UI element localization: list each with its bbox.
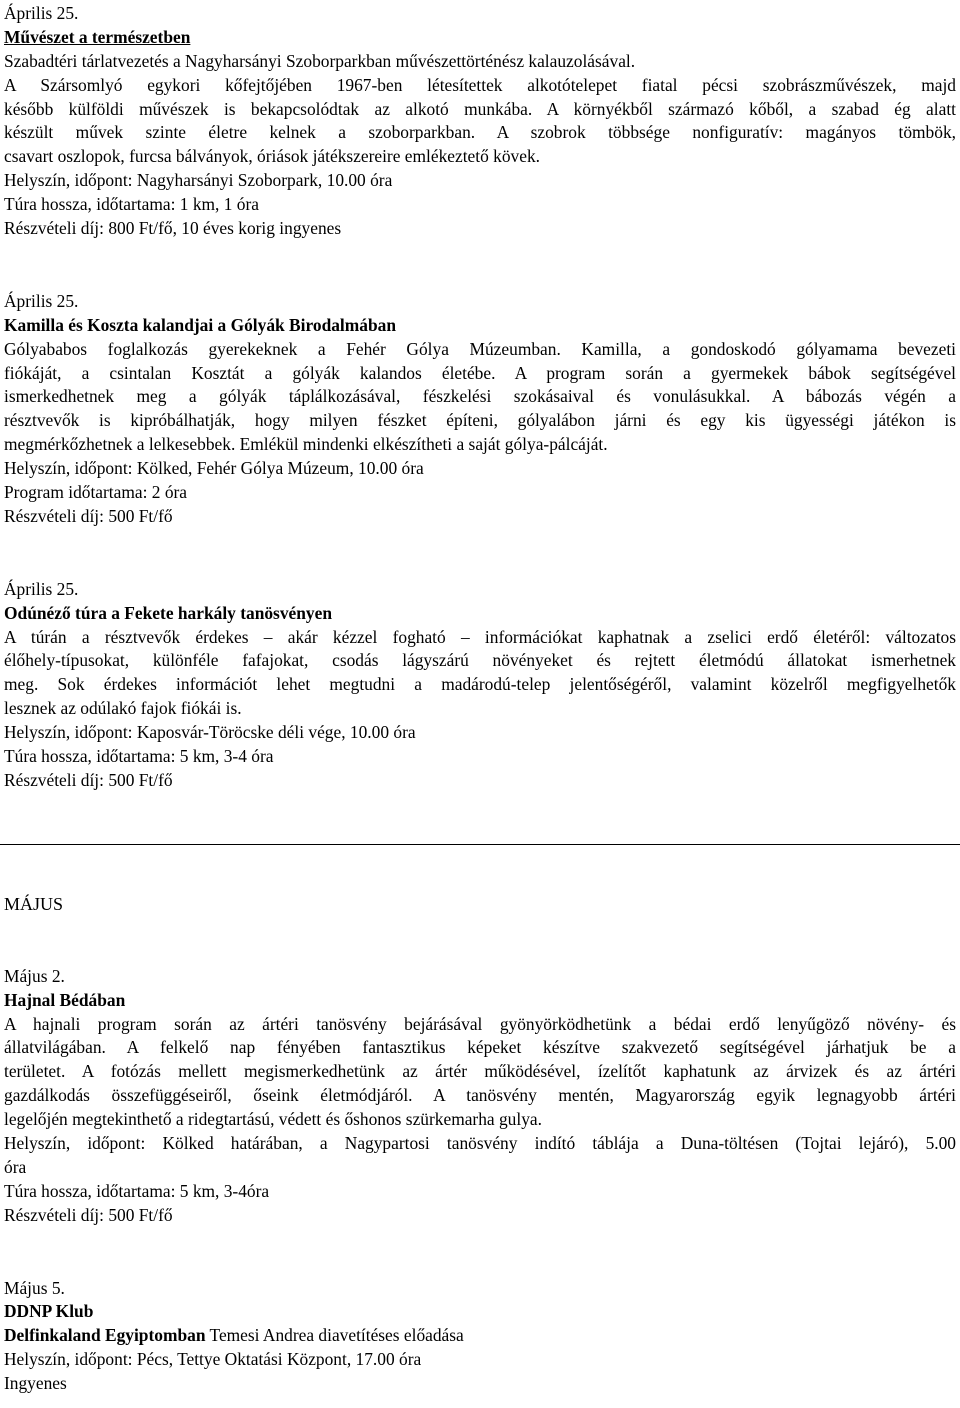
spacer (4, 529, 956, 578)
event-date: Április 25. (4, 578, 79, 599)
event-body-line: legelőjén megtekinthető a ridegtartású, védett és őshonos szürkemarha gulya. (4, 1109, 542, 1130)
event-body-line: ismerkedhetnek meg a gólyák táplálkozásával, fészkelési szokásaival és vonulásukkal. A bábozás végén a (4, 386, 956, 407)
event-title: Odúnéző túra a Fekete harkály tanösvényen (4, 602, 333, 623)
event-title: Kamilla és Koszta kalandjai a Gólyák Birodalmában (4, 314, 396, 335)
event-title: Hajnal Bédában (4, 989, 126, 1010)
event-date: Április 25. (4, 290, 79, 311)
event-body-line: megmérkőzhetnek a lelkesebbek. Emlékül mindenki elkészítheti a saját gólya-pálcáját. (4, 434, 608, 455)
event-body-line: A Szársomlyó egykori kőfejtőjében 1967-ben létesítettek alkotótelepet fiatal pécsi szobrászművészek, majd (4, 74, 956, 95)
event-section (4, 290, 956, 529)
event-fee: Részvételi díj: 500 Ft/fő (4, 1204, 173, 1225)
spacer (4, 917, 956, 965)
event-title: DDNP Klub (4, 1301, 94, 1322)
event-location-time: Helyszín, időpont: Pécs, Tettye Oktatási Központ, 17.00 óra (4, 1349, 422, 1370)
event-body-line: állatvilágában. A felkelő nap fényében fantasztikus képeket készítve szakvezető segítségével járhatjuk be a (4, 1037, 956, 1058)
event-body-line: A hajnali program során az ártéri tanösvény bejárásával gyönyörködhetünk a bédai erdő lenyűgöző növény- és (4, 1013, 956, 1034)
event-body-line: A túrán a résztvevők érdekes – akár kézzel fogható – információkat kaphatnak a zselici erdő életéről: változatos (4, 626, 956, 647)
event-fee: Részvételi díj: 500 Ft/fő (4, 505, 173, 526)
event-subtitle (4, 1324, 956, 1348)
event-date: Április 25. (4, 3, 79, 23)
event-duration: Túra hossza, időtartama: 5 km, 3-4 óra (4, 746, 274, 767)
event-body-line: területet. A fotózás mellett megismerkedhetünk az ártér működésével, ízelítőt kaphatunk az árvizek és az ártéri (4, 1061, 956, 1082)
event-location-time: Helyszín, időpont: Kölked határában, a Nagypartosi tanösvény indító táblája a Duna-töltésen (Tojtai lejáró), 5.00 (4, 1132, 956, 1153)
event-body-line: később külföldi művészek is bekapcsolódtak az alkotó munkába. A környékből származó kőből, a szabad ég alatt (4, 98, 956, 119)
event-body-line: résztvevők is kipróbálhatják, hogy milyen fészket építeni, gólyalábon járni és egy kis ügyességi játékon is (4, 410, 956, 431)
event-duration: Program időtartama: 2 óra (4, 482, 188, 503)
event-location-time: Helyszín, időpont: Nagyharsányi Szoborpark, 10.00 óra (4, 170, 393, 191)
event-body-line: gazdálkodás összefüggéseiről, őseink életmódjáról. A tanösvény mentén, Magyarország egyik legnagyobb ártéri (4, 1085, 956, 1106)
event-subtitle-rest: Temesi Andrea diavetítéses előadása (205, 1325, 464, 1346)
event-body-line: lesznek az odúlakó fajok fiókái is. (4, 698, 242, 719)
event-duration: Túra hossza, időtartama: 5 km, 3-4óra (4, 1180, 270, 1201)
event-date: Május 5. (4, 1277, 65, 1298)
event-section (4, 965, 956, 1228)
event-body-line: csavart oszlopok, furcsa bálványok, óriások játékszereire emlékeztető kövek. (4, 146, 540, 167)
event-section (4, 2, 956, 241)
event-body-line: meg. Sok érdekes információt lehet megtudni a madárodú-telep jelentőségéről, valamint közelről megfigyelhetők (4, 674, 956, 695)
event-body-line: fiókáját, a csintalan Kosztát a gólyák kalandos életébe. A program során a gyermekek bábok segítségével (4, 362, 956, 383)
event-location-time: Helyszín, időpont: Kaposvár-Töröcske déli vége, 10.00 óra (4, 722, 416, 743)
event-fee: Ingyenes (4, 1373, 67, 1394)
event-section (4, 578, 956, 793)
event-title: Művészet a természetben (4, 26, 191, 47)
event-location-time-cont: óra (4, 1156, 27, 1177)
event-body-line: készült művek szinte életre kelnek a szoborparkban. A szobrok többsége nonfiguratív: magányos tömbök, (4, 122, 956, 143)
event-duration: Túra hossza, időtartama: 1 km, 1 óra (4, 194, 259, 215)
month-heading: MÁJUS (4, 893, 64, 914)
spacer (4, 793, 956, 844)
event-fee: Részvételi díj: 800 Ft/fő, 10 éves korig ingyenes (4, 218, 342, 239)
spacer (4, 241, 956, 290)
spacer (4, 846, 956, 893)
event-body-line: Szabadtéri tárlatvezetés a Nagyharsányi Szoborparkban művészettörténész kalauzolásával. (4, 50, 636, 71)
document-page (4, 2, 956, 1396)
event-location-time: Helyszín, időpont: Kölked, Fehér Gólya Múzeum, 10.00 óra (4, 458, 424, 479)
event-body-line: élőhely-típusokat, különféle fafajokat, csodás lágyszárú növényeket és rejtett életmódú állatokat ismerhetnek (4, 650, 956, 671)
event-section (4, 1277, 956, 1396)
event-subtitle-bold: Delfinkaland Egyiptomban (4, 1325, 206, 1346)
event-body-line: Gólyababos foglalkozás gyerekeknek a Fehér Gólya Múzeumban. Kamilla, a gondoskodó gólyamama bevezeti (4, 338, 956, 359)
event-date: Május 2. (4, 965, 65, 986)
event-fee: Részvételi díj: 500 Ft/fő (4, 769, 173, 790)
spacer (4, 1228, 956, 1277)
